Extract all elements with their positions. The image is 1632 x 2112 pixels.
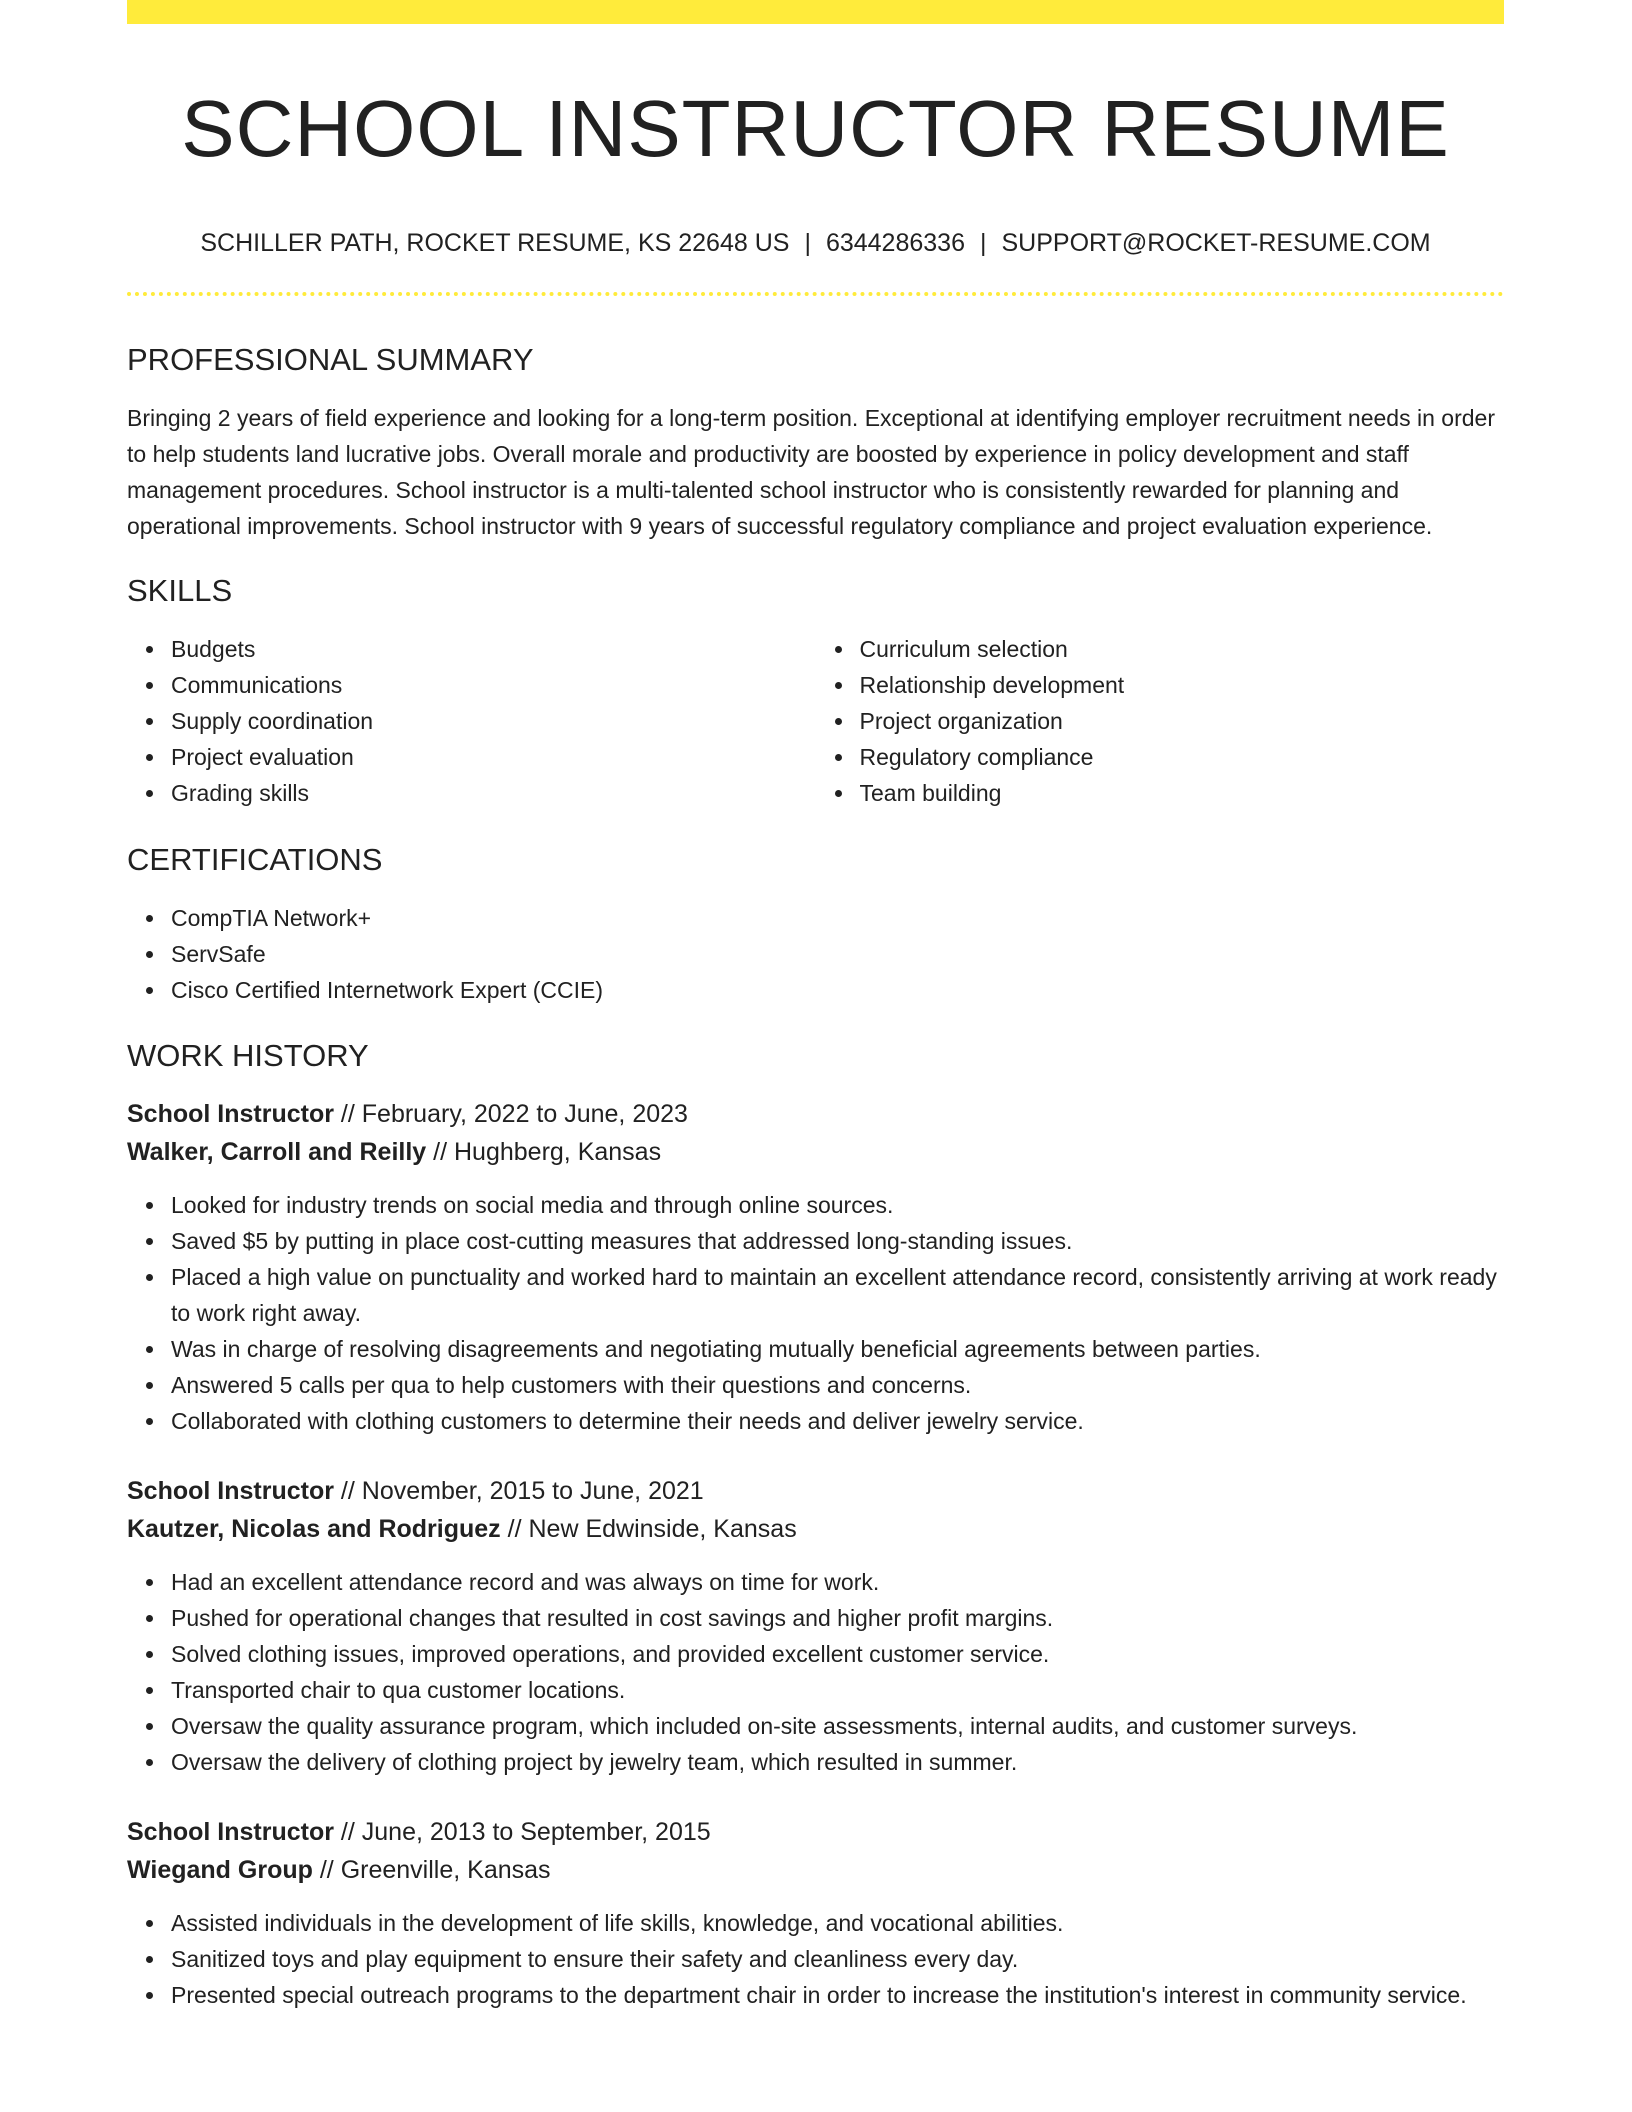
- job-divider: //: [319, 1856, 334, 1885]
- job-company-line: [127, 1851, 1504, 1889]
- job-company: Kautzer, Nicolas and Rodriguez: [127, 1515, 501, 1544]
- address: SCHILLER PATH, ROCKET RESUME, KS 22648 US: [200, 229, 790, 257]
- job-divider: //: [433, 1138, 448, 1167]
- certification-item: ServSafe: [171, 936, 1504, 972]
- dotted-divider: [127, 292, 1504, 296]
- job-dates: February, 2022 to June, 2023: [361, 1100, 688, 1129]
- job-bullet: Assisted individuals in the development of life skills, knowledge, and vocational abilities.: [171, 1905, 1504, 1941]
- job-role: School Instructor: [127, 1477, 334, 1506]
- skill-item: Communications: [171, 667, 816, 703]
- job-entry: [127, 1472, 1504, 1780]
- job-entry: [127, 1813, 1504, 2013]
- job-bullet: Looked for industry trends on social media and through online sources.: [171, 1187, 1504, 1223]
- job-location: Hughberg, Kansas: [454, 1138, 662, 1167]
- contact-separator: |: [979, 229, 987, 257]
- job-bullet: Oversaw the quality assurance program, which included on-site assessments, internal audits, and customer surveys.: [171, 1708, 1504, 1744]
- job-role-line: [127, 1813, 1504, 1851]
- skill-item: Relationship development: [860, 667, 1505, 703]
- job-company-line: [127, 1510, 1504, 1548]
- job-divider: //: [340, 1100, 355, 1129]
- job-bullet: Placed a high value on punctuality and worked hard to maintain an excellent attendance record, consistently arriving at work ready to work right away.: [171, 1259, 1504, 1331]
- skill-item: Project evaluation: [171, 739, 816, 775]
- certifications-heading: CERTIFICATIONS: [127, 841, 383, 877]
- top-accent-bar: [127, 0, 1504, 24]
- job-bullets: [127, 1187, 1504, 1439]
- job-bullet: Sanitized toys and play equipment to ensure their safety and cleanliness every day.: [171, 1941, 1504, 1977]
- job-bullet: Collaborated with clothing customers to determine their needs and deliver jewelry service.: [171, 1403, 1504, 1439]
- skill-item: Budgets: [171, 631, 816, 667]
- job-company-line: [127, 1133, 1504, 1171]
- email: SUPPORT@ROCKET-RESUME.COM: [1001, 229, 1431, 257]
- job-location: New Edwinside, Kansas: [528, 1515, 797, 1544]
- job-role: School Instructor: [127, 1818, 334, 1847]
- summary-text: Bringing 2 years of field experience and looking for a long-term position. Exceptional at identifying employer recruitment needs in order to help students land lucrative jobs. Overall morale and productivity are boosted by experience in policy development and staff management procedures. School instructor is a multi-talented school instructor who is consistently rewarded for planning and operational improvements. School instructor with 9 years of successful regulatory compliance and project evaluation experience.: [127, 404, 1495, 539]
- work-history-heading: WORK HISTORY: [127, 1038, 369, 1074]
- job-company: Walker, Carroll and Reilly: [127, 1138, 427, 1167]
- job-divider: //: [340, 1477, 355, 1506]
- skills-list-right: [816, 631, 1505, 811]
- resume-title: SCHOOL INSTRUCTOR RESUME: [181, 84, 1450, 173]
- skill-item: Project organization: [860, 703, 1505, 739]
- skills-heading: SKILLS: [127, 572, 233, 608]
- job-bullet: Saved $5 by putting in place cost-cutting measures that addressed long-standing issues.: [171, 1223, 1504, 1259]
- job-company: Wiegand Group: [127, 1856, 313, 1885]
- certification-item: Cisco Certified Internetwork Expert (CCIE): [171, 972, 1504, 1008]
- job-bullet: Solved clothing issues, improved operations, and provided excellent customer service.: [171, 1636, 1504, 1672]
- summary-heading: PROFESSIONAL SUMMARY: [127, 341, 534, 377]
- job-dates: June, 2013 to September, 2015: [361, 1818, 711, 1847]
- skills-column-right: [816, 631, 1505, 811]
- job-location: Greenville, Kansas: [340, 1856, 551, 1885]
- job-role-line: [127, 1472, 1504, 1510]
- job-divider: //: [340, 1818, 355, 1847]
- job-divider: //: [507, 1515, 522, 1544]
- job-role: School Instructor: [127, 1100, 334, 1129]
- contact-separator: |: [804, 229, 811, 257]
- job-bullets: [127, 1905, 1504, 2013]
- phone: 6344286336: [825, 229, 965, 257]
- skill-item: Regulatory compliance: [860, 739, 1505, 775]
- job-bullet: Oversaw the delivery of clothing project by jewelry team, which resulted in summer.: [171, 1744, 1504, 1780]
- skill-item: Supply coordination: [171, 703, 816, 739]
- skill-item: Curriculum selection: [860, 631, 1505, 667]
- skill-item: Grading skills: [171, 775, 816, 811]
- job-dates: November, 2015 to June, 2021: [361, 1477, 704, 1506]
- certifications-list: [127, 900, 1504, 1008]
- job-bullet: Answered 5 calls per qua to help customers with their questions and concerns.: [171, 1367, 1504, 1403]
- job-bullet: Presented special outreach programs to the department chair in order to increase the institution's interest in community service.: [171, 1977, 1504, 2013]
- certification-item: CompTIA Network+: [171, 900, 1504, 936]
- skill-item: Team building: [860, 775, 1505, 811]
- job-bullet: Pushed for operational changes that resulted in cost savings and higher profit margins.: [171, 1600, 1504, 1636]
- resume-page: [127, 0, 1504, 2013]
- job-bullet: Was in charge of resolving disagreements and negotiating mutually beneficial agreements between parties.: [171, 1331, 1504, 1367]
- job-entry: [127, 1095, 1504, 1439]
- skills-list-left: [127, 631, 816, 811]
- job-bullets: [127, 1564, 1504, 1780]
- job-bullet: Transported chair to qua customer locations.: [171, 1672, 1504, 1708]
- skills-grid: [127, 631, 1504, 811]
- contact-line: [127, 227, 1504, 260]
- skills-column-left: [127, 631, 816, 811]
- job-role-line: [127, 1095, 1504, 1133]
- job-bullet: Had an excellent attendance record and was always on time for work.: [171, 1564, 1504, 1600]
